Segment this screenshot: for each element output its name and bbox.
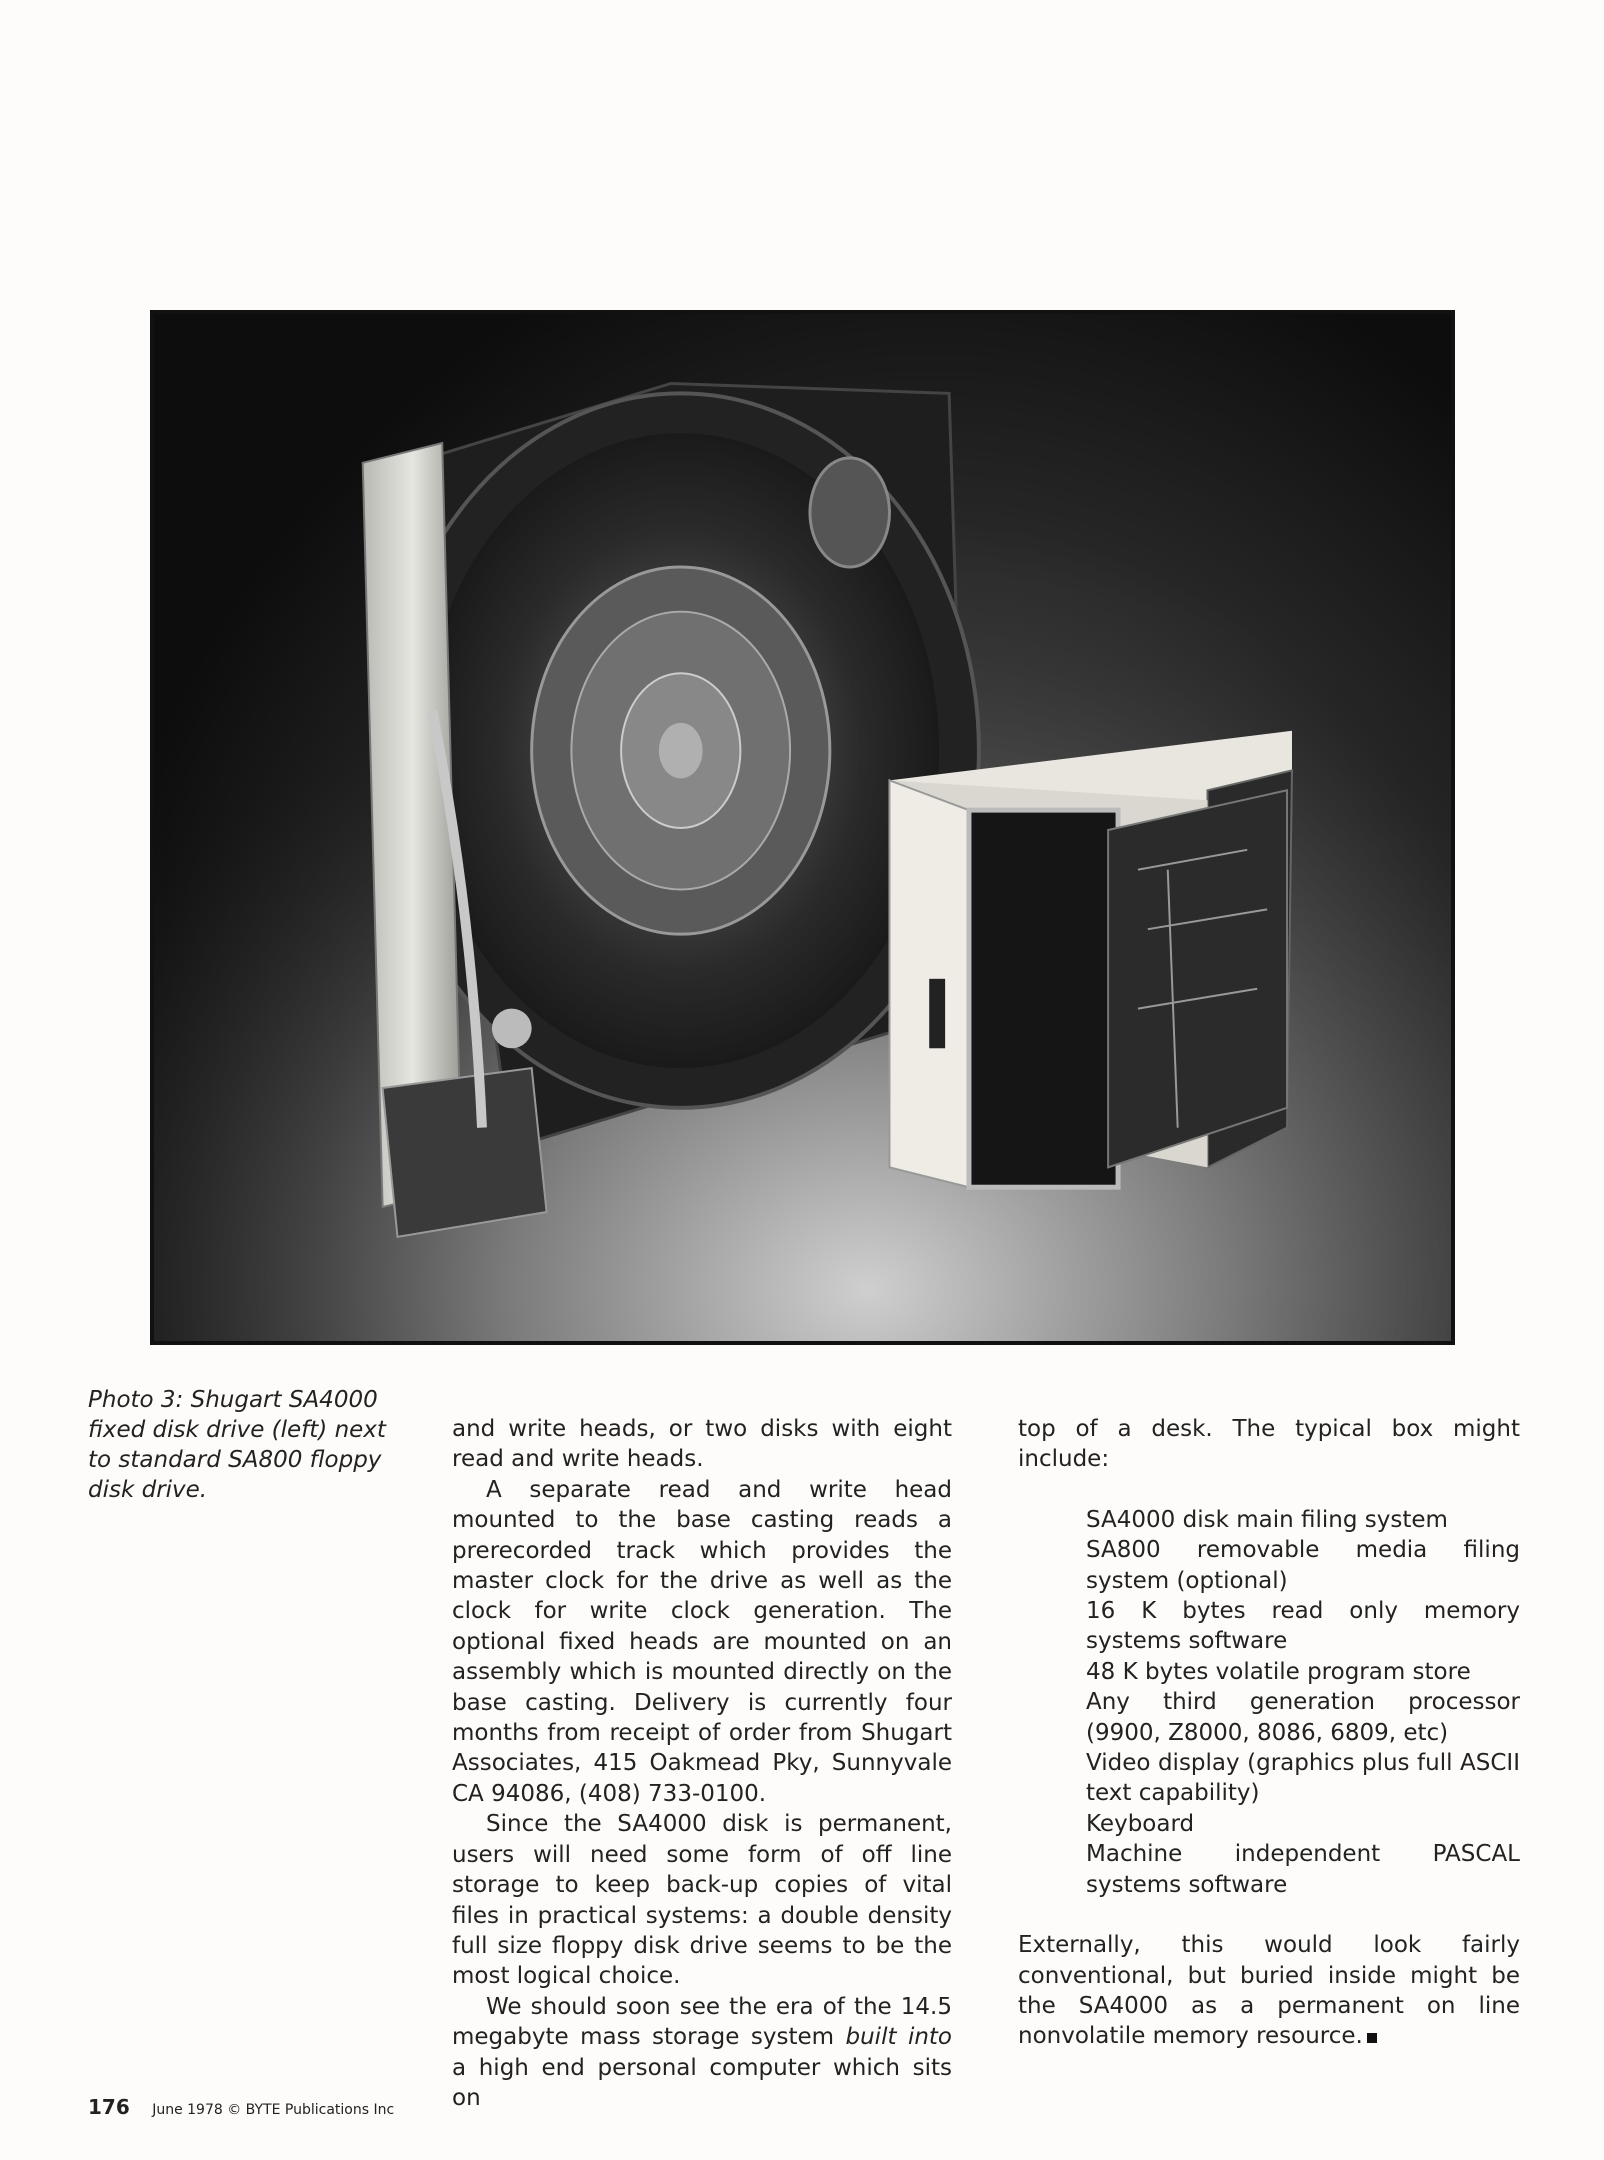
disk-drives-illustration <box>154 314 1451 1341</box>
page-footer <box>88 2095 394 2119</box>
list-item: Any third generation processor (9900, Z8000, 8086, 6809, etc) <box>1086 1689 1520 1746</box>
paragraph: and write heads, or two disks with eight read and write heads. <box>452 1416 952 1473</box>
paragraph: A separate read and write head mounted to the base casting reads a prerecorded track which provides the master clock for the drive as well as the clock for write clock generation. The optional fixed heads are mounted on an assembly which is mounted directly on the base casting. Delivery is currently four months from receipt of order from Shugart Associates, 415 Oakmead Pky, Sunnyvale CA 94086, (408) 733-0100. <box>452 1476 952 1807</box>
sa800-drive <box>889 731 1292 1187</box>
feature-list <box>1086 1505 1520 1900</box>
paragraph <box>1018 1930 1520 2052</box>
page-number: 176 <box>88 2095 130 2119</box>
text-span: Externally, this would look fairly conventional, but buried inside might be the SA4000 as a permanent on line nonvolatile memory resource. <box>1018 1932 1520 2050</box>
photo-caption: Photo 3: Shugart SA4000 fixed disk drive (left) next to standard SA800 floppy disk drive. <box>88 1387 386 1503</box>
end-mark-icon <box>1367 2033 1377 2043</box>
paragraph: top of a desk. The typical box might include: <box>1018 1416 1520 1473</box>
list-item: 16 K bytes read only memory systems software <box>1086 1598 1520 1655</box>
text-span: a high end personal computer which sits on <box>452 2054 952 2111</box>
list-item: Video display (graphics plus full ASCII text capability) <box>1086 1750 1520 1807</box>
paragraph: Since the SA4000 disk is permanent, users will need some form of off line storage to keep back-up copies of vital files in practical systems: a double density full size floppy disk drive seems to be the most logical choice. <box>452 1811 952 1990</box>
list-item: 48 K bytes volatile program store <box>1086 1658 1471 1685</box>
list-item: SA4000 disk main filing system <box>1086 1506 1448 1533</box>
list-item: SA800 removable media filing system (optional) <box>1086 1537 1520 1594</box>
paragraph <box>452 1992 952 2114</box>
text-span: We should soon see the era of the 14.5 megabyte mass storage system <box>452 1993 952 2051</box>
list-item: Machine independent PASCAL systems software <box>1086 1841 1520 1898</box>
emphasis-text: built into <box>845 2024 952 2051</box>
body-column-2 <box>1018 1414 1520 2052</box>
list-item: Keyboard <box>1086 1810 1195 1837</box>
footer-text: June 1978 © BYTE Publications Inc <box>152 2102 395 2118</box>
product-photo <box>150 310 1455 1345</box>
body-column-1 <box>452 1414 952 2113</box>
